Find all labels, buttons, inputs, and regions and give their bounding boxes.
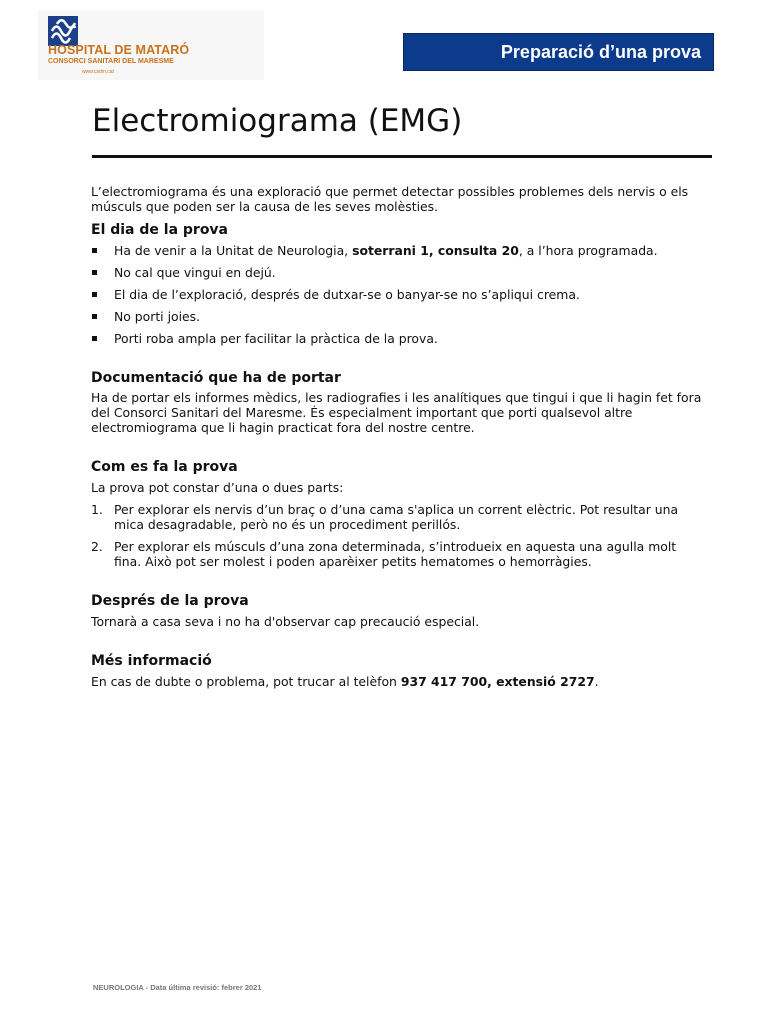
bullet-icon: [92, 336, 97, 341]
list-item: Porti roba ampla per facilitar la pràctica de la prova.: [91, 331, 705, 346]
bullet-icon: [92, 314, 97, 319]
list-item: 1. Per explorar els nervis d’un braç o d’una cama s'aplica un corrent elèctric. Pot resultar una mica desagradable, però no és un procediment perillós.: [91, 502, 679, 532]
list-item: No cal que vingui en dejú.: [91, 265, 705, 280]
bullet-icon: [92, 248, 97, 253]
phone-number: 937 417 700, extensió 2727: [400, 674, 595, 689]
page-title: Electromiograma (EMG): [92, 103, 463, 139]
dia-list: [91, 243, 705, 346]
com-intro: La prova pot constar d’una o dues parts:: [91, 480, 344, 495]
mes-paragraph: En cas de dubte o problema, pot trucar al telèfon 937 417 700, extensió 2727.: [91, 674, 599, 689]
hospital-logo-icon: [48, 16, 78, 46]
logo-subtitle: CONSORCI SANITARI DEL MARESME: [48, 58, 174, 65]
banner-label: Preparació d’una prova: [500, 41, 701, 62]
list-item: No porti joies.: [91, 309, 705, 324]
list-item: Ha de venir a la Unitat de Neurologia, soterrani 1, consulta 20, a l’hora programada.: [91, 243, 705, 258]
document-body: [91, 184, 705, 689]
bullet-icon: [92, 270, 97, 275]
step-number: 1.: [91, 502, 103, 517]
section-heading-doc: Documentació que ha de portar: [91, 370, 341, 386]
title-divider: [92, 155, 712, 158]
logo-url: www.csdm.cat: [82, 69, 114, 75]
section-heading-com: Com es fa la prova: [91, 459, 238, 475]
footer-revision: NEUROLOGIA - Data última revisió: febrer 2021: [93, 983, 262, 992]
intro-paragraph: L’electromiograma és una exploració que permet detectar possibles problemes dels nervis o els músculs que poden ser la causa de les seves molèsties.: [91, 184, 689, 214]
despres-paragraph: Tornarà a casa seva i no ha d'observar cap precaució especial.: [91, 614, 480, 629]
location-bold: soterrani 1, consulta 20: [352, 243, 519, 258]
hospital-logo: [38, 10, 264, 80]
section-heading-dia: El dia de la prova: [91, 222, 229, 238]
step-number: 2.: [91, 539, 103, 554]
section-heading-despres: Després de la prova: [91, 593, 249, 609]
section-heading-mes: Més informació: [91, 653, 212, 669]
steps-list: [91, 502, 705, 569]
header-banner: [403, 33, 714, 71]
logo-hospital-name: HOSPITAL DE MATARÓ: [48, 43, 190, 57]
list-item: El dia de l’exploració, després de dutxar-se o banyar-se no s’apliqui crema.: [91, 287, 705, 302]
list-item: 2. Per explorar els músculs d’una zona determinada, s’introdueix en aquesta una agulla molt fina. Això pot ser molest i poden aparèixer petits hematomes o hemorràgies.: [91, 539, 677, 569]
doc-paragraph: Ha de portar els informes mèdics, les radiografies i les analítiques que tingui i que li hagin fet fora del Consorci Sanitari del Maresme. És especialment important que porti qualsevol altre electromiograma que li hagin practicat fora del nostre centre.: [91, 390, 702, 435]
bullet-icon: [92, 292, 97, 297]
